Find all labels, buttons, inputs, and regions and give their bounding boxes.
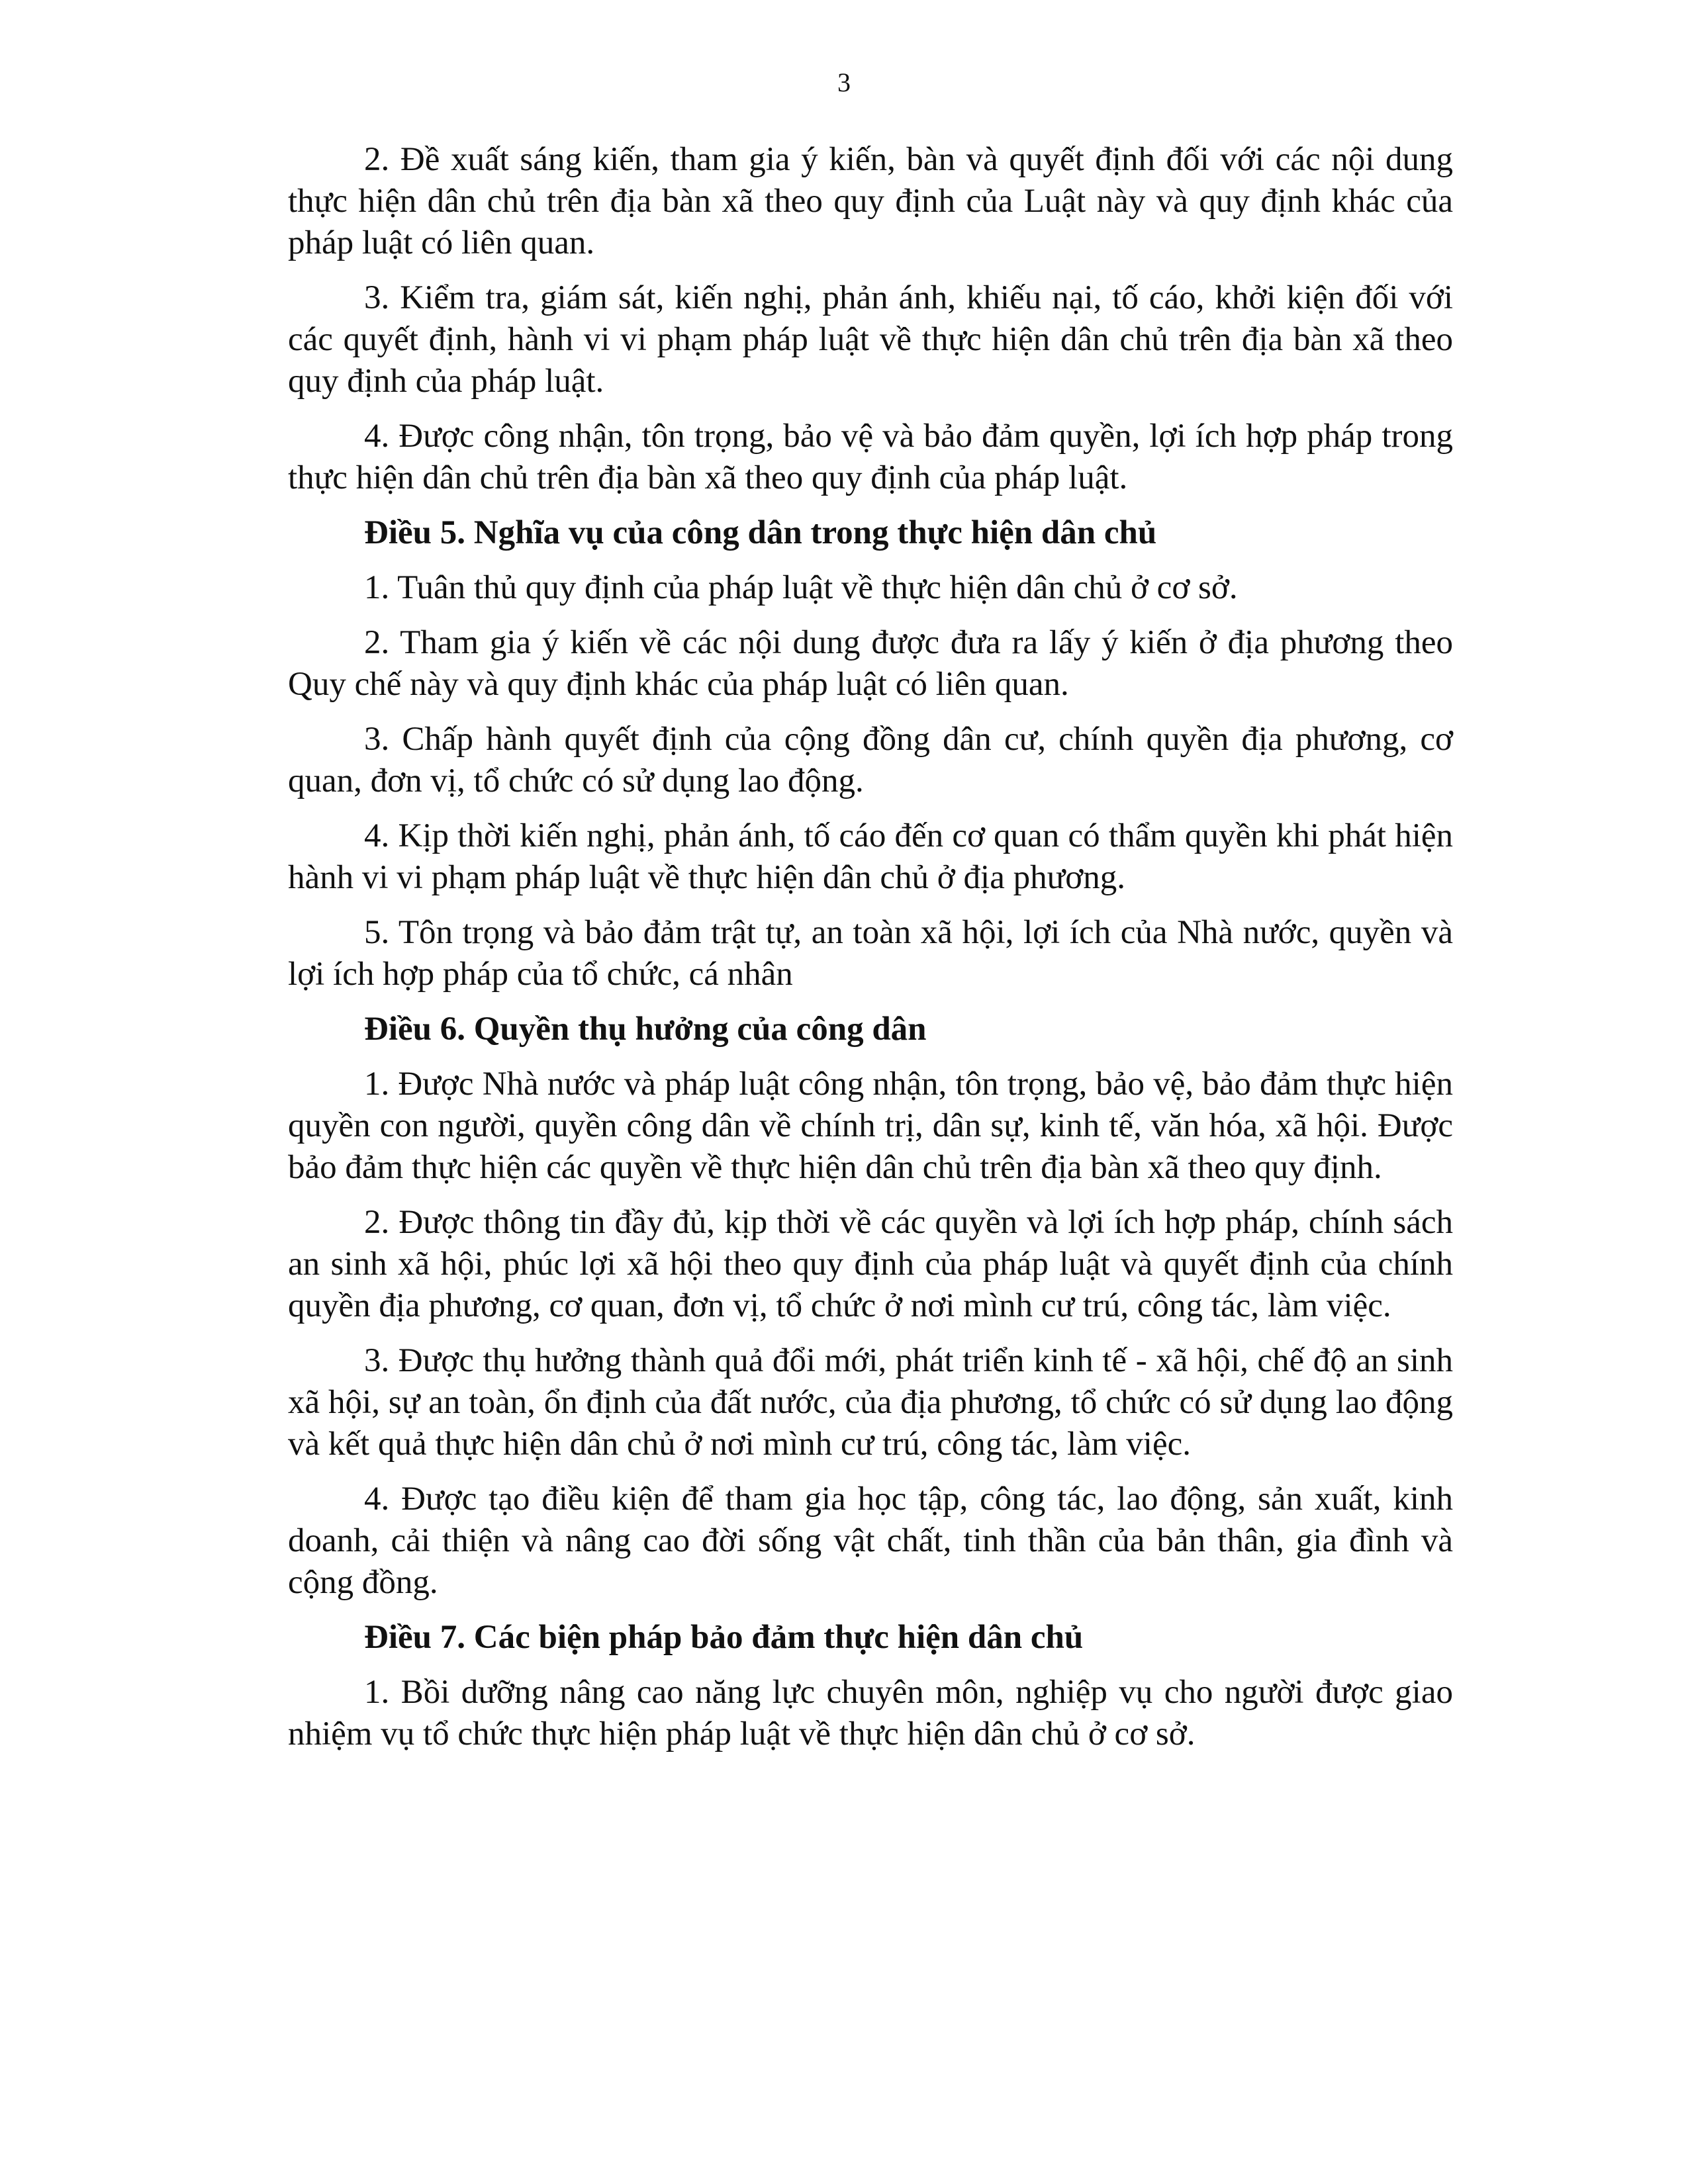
article-heading: Điều 7. Các biện pháp bảo đảm thực hiện dân chủ bbox=[364, 1619, 1084, 1656]
paragraph: 5. Tôn trọng và bảo đảm trật tự, an toàn xã hội, lợi ích của Nhà nước, quyền và lợi ích hợp pháp của tổ chức, cá nhân bbox=[288, 914, 1453, 993]
paragraph: 2. Tham gia ý kiến về các nội dung được đưa ra lấy ý kiến ở địa phương theo Quy chế này và quy định khác của pháp luật có liên quan. bbox=[288, 624, 1453, 703]
article-heading: Điều 6. Quyền thụ hưởng của công dân bbox=[364, 1011, 927, 1048]
paragraph: 3. Được thụ hưởng thành quả đổi mới, phát triển kinh tế - xã hội, chế độ an sinh xã hội, sự an toàn, ổn định của đất nước, của địa phương, tổ chức có sử dụng lao động và kết quả thực hiện dân chủ ở nơi mình cư trú, công tác, làm việc. bbox=[288, 1342, 1453, 1463]
paragraph: 2. Đề xuất sáng kiến, tham gia ý kiến, bàn và quyết định đối với các nội dung thực hiện dân chủ trên địa bàn xã theo quy định của Luật này và quy định khác của pháp luật có liên quan. bbox=[288, 141, 1453, 261]
paragraph: 4. Kịp thời kiến nghị, phản ánh, tố cáo đến cơ quan có thẩm quyền khi phát hiện hành vi vi phạm pháp luật về thực hiện dân chủ ở địa phương. bbox=[288, 817, 1453, 896]
paragraph: 1. Bồi dưỡng nâng cao năng lực chuyên môn, nghiệp vụ cho người được giao nhiệm vụ tổ chức thực hiện pháp luật về thực hiện dân chủ ở cơ sở. bbox=[288, 1674, 1453, 1752]
page-number: 3 bbox=[837, 68, 851, 97]
paragraph: 1. Được Nhà nước và pháp luật công nhận, tôn trọng, bảo vệ, bảo đảm thực hiện quyền con người, quyền công dân về chính trị, dân sự, kinh tế, văn hóa, xã hội. Được bảo đảm thực hiện các quyền về thực hiện dân chủ trên địa bàn xã theo quy định. bbox=[288, 1066, 1453, 1186]
document-body bbox=[288, 139, 1453, 1768]
paragraph: 4. Được công nhận, tôn trọng, bảo vệ và bảo đảm quyền, lợi ích hợp pháp trong thực hiện dân chủ trên địa bàn xã theo quy định của pháp luật. bbox=[288, 418, 1453, 496]
paragraph: 1. Tuân thủ quy định của pháp luật về thực hiện dân chủ ở cơ sở. bbox=[364, 569, 1238, 606]
paragraph: 3. Kiểm tra, giám sát, kiến nghị, phản ánh, khiếu nại, tố cáo, khởi kiện đối với các quyết định, hành vi vi phạm pháp luật về thực hiện dân chủ trên địa bàn xã theo quy định của pháp luật. bbox=[288, 279, 1453, 400]
paragraph: 4. Được tạo điều kiện để tham gia học tập, công tác, lao động, sản xuất, kinh doanh, cải thiện và nâng cao đời sống vật chất, tinh thần của bản thân, gia đình và cộng đồng. bbox=[288, 1480, 1453, 1601]
paragraph: 2. Được thông tin đầy đủ, kịp thời về các quyền và lợi ích hợp pháp, chính sách an sinh xã hội, phúc lợi xã hội theo quy định của pháp luật và quyết định của chính quyền địa phương, cơ quan, đơn vị, tổ chức ở nơi mình cư trú, công tác, làm việc. bbox=[288, 1204, 1453, 1324]
paragraph: 3. Chấp hành quyết định của cộng đồng dân cư, chính quyền địa phương, cơ quan, đơn vị, tổ chức có sử dụng lao động. bbox=[288, 721, 1453, 799]
article-heading: Điều 5. Nghĩa vụ của công dân trong thực hiện dân chủ bbox=[364, 514, 1157, 551]
